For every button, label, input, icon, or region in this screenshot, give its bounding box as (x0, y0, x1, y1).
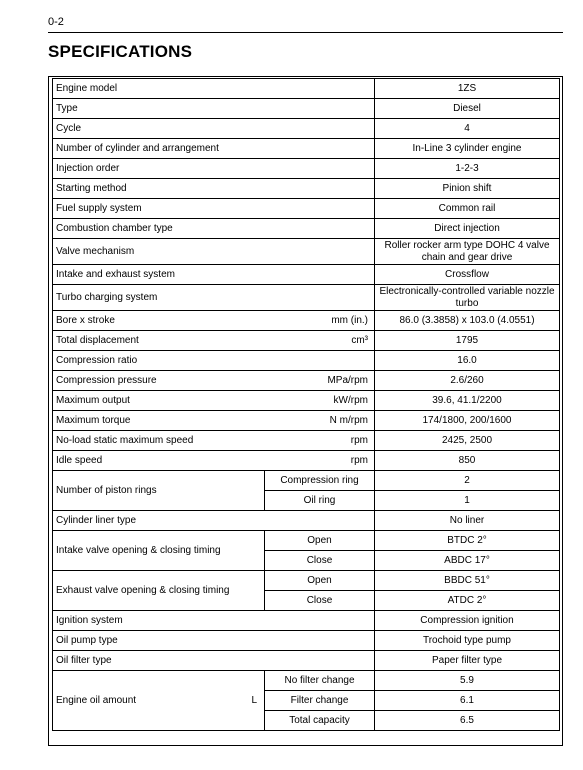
row-value: 86.0 (3.3858) x 103.0 (4.0551) (375, 311, 560, 331)
row-label: Cylinder liner type (53, 511, 375, 531)
row-value: No liner (375, 511, 560, 531)
row-value: Diesel (375, 99, 560, 119)
row-label: Maximum torque (56, 414, 131, 426)
page-number: 0-2 (48, 16, 64, 28)
table-row (53, 311, 560, 331)
row-value: Compression ignition (375, 611, 560, 631)
table-row (53, 651, 560, 671)
row-label: Oil pump type (53, 631, 375, 651)
row-value: Pinion shift (375, 179, 560, 199)
row-value: ATDC 2° (375, 591, 560, 611)
sub-label: Filter change (265, 691, 375, 711)
row-label: Fuel supply system (53, 199, 375, 219)
row-unit: kW/rpm (333, 394, 368, 406)
row-unit: MPa/rpm (327, 374, 368, 386)
page-title: SPECIFICATIONS (48, 42, 193, 61)
table-row (53, 411, 560, 431)
table-row (53, 219, 560, 239)
row-label: Turbo charging system (53, 285, 375, 311)
row-label: Bore x stroke (56, 314, 115, 326)
row-unit: N m/rpm (329, 414, 368, 426)
row-value: 1-2-3 (375, 159, 560, 179)
table-row (53, 139, 560, 159)
row-value: 2425, 2500 (375, 431, 560, 451)
row-label: Cycle (53, 119, 375, 139)
row-value: 5.9 (375, 671, 560, 691)
header-rule (48, 32, 563, 33)
table-row (53, 199, 560, 219)
row-value: 2 (375, 471, 560, 491)
row-value: 1795 (375, 331, 560, 351)
row-label: Compression pressure (56, 374, 157, 386)
row-unit: rpm (350, 454, 368, 466)
row-label-with-unit (53, 411, 375, 431)
row-value: In-Line 3 cylinder engine (375, 139, 560, 159)
row-label: Maximum output (56, 394, 130, 406)
sub-label: Oil ring (265, 491, 375, 511)
row-value: 174/1800, 200/1600 (375, 411, 560, 431)
table-row (53, 371, 560, 391)
row-value: Direct injection (375, 219, 560, 239)
table-row (53, 179, 560, 199)
row-value: 39.6, 41.1/2200 (375, 391, 560, 411)
table-row (53, 511, 560, 531)
table-row (53, 239, 560, 265)
row-value: 1ZS (375, 79, 560, 99)
row-unit: L (251, 694, 257, 706)
row-label: Intake and exhaust system (53, 265, 375, 285)
row-value: Common rail (375, 199, 560, 219)
row-value: 6.5 (375, 711, 560, 731)
row-label: Oil filter type (53, 651, 375, 671)
table-row (53, 285, 560, 311)
table-row (53, 631, 560, 651)
sub-label: Open (265, 531, 375, 551)
row-unit: cm³ (351, 334, 368, 346)
table-row (53, 351, 560, 371)
row-unit: mm (in.) (331, 314, 368, 326)
oil-amount-label-cell (53, 671, 265, 731)
table-row (53, 391, 560, 411)
row-label: Valve mechanism (53, 239, 375, 265)
row-label: Exhaust valve opening & closing timing (53, 571, 265, 611)
table-row (53, 79, 560, 99)
row-value: ABDC 17° (375, 551, 560, 571)
row-label: Intake valve opening & closing timing (53, 531, 265, 571)
table-row (53, 119, 560, 139)
sub-label: Close (265, 591, 375, 611)
row-label: Ignition system (53, 611, 375, 631)
row-label: Injection order (53, 159, 375, 179)
table-row (53, 431, 560, 451)
table-row (53, 265, 560, 285)
table-row (53, 571, 560, 591)
table-row (53, 671, 560, 691)
row-value: Electronically-controlled variable nozzle turbo (375, 285, 560, 311)
row-value: 4 (375, 119, 560, 139)
row-value: BTDC 2° (375, 531, 560, 551)
row-value: Trochoid type pump (375, 631, 560, 651)
row-value: Paper filter type (375, 651, 560, 671)
row-value: BBDC 51° (375, 571, 560, 591)
table-row (53, 471, 560, 491)
sub-label: Open (265, 571, 375, 591)
table-row (53, 331, 560, 351)
table-row (53, 451, 560, 471)
row-label: Number of piston rings (53, 471, 265, 511)
sub-label: No filter change (265, 671, 375, 691)
row-label-with-unit (53, 451, 375, 471)
table-row (53, 611, 560, 631)
row-label: Engine oil amount (56, 694, 137, 706)
row-label-with-unit (53, 431, 375, 451)
row-value: 1 (375, 491, 560, 511)
row-label-with-unit (53, 311, 375, 331)
table-row (53, 99, 560, 119)
row-label-with-unit (53, 391, 375, 411)
sub-label: Compression ring (265, 471, 375, 491)
row-value: 16.0 (375, 351, 560, 371)
row-label: Total displacement (56, 334, 139, 346)
row-label: Idle speed (56, 454, 103, 466)
sub-label: Close (265, 551, 375, 571)
row-label: Starting method (53, 179, 375, 199)
specifications-table (52, 78, 560, 731)
row-label: Engine model (53, 79, 375, 99)
sub-label: Total capacity (265, 711, 375, 731)
row-label: Type (53, 99, 375, 119)
row-value: 2.6/260 (375, 371, 560, 391)
row-value: 850 (375, 451, 560, 471)
row-value: Crossflow (375, 265, 560, 285)
row-label-with-unit (53, 371, 375, 391)
table-row (53, 531, 560, 551)
row-label: No-load static maximum speed (56, 434, 194, 446)
row-value: 6.1 (375, 691, 560, 711)
row-label: Compression ratio (53, 351, 375, 371)
row-value: Roller rocker arm type DOHC 4 valve chain and gear drive (375, 239, 560, 265)
row-label: Number of cylinder and arrangement (53, 139, 375, 159)
row-label: Combustion chamber type (53, 219, 375, 239)
table-row (53, 159, 560, 179)
row-unit: rpm (350, 434, 368, 446)
row-label-with-unit (53, 331, 375, 351)
